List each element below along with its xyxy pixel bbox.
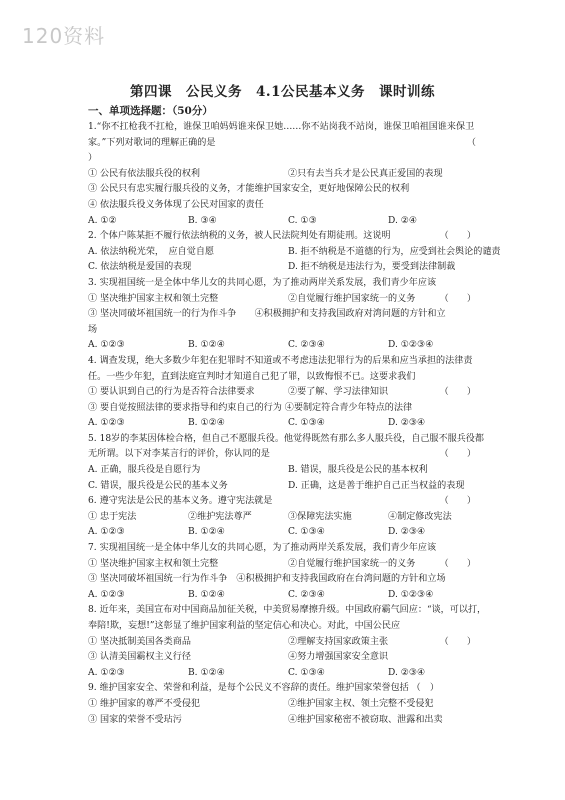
answer-paren: （ ） — [439, 558, 476, 569]
option-item: ① 要认识到自己的行为是否符合法律要求 — [88, 387, 255, 398]
option-item: B. ①②④ — [188, 589, 225, 600]
option-item: B. ①②④ — [188, 527, 225, 538]
question-2 — [88, 229, 501, 276]
question-3 — [88, 276, 488, 354]
option-row — [88, 167, 488, 183]
option-item: ③ 国家的荣誉不受玷污 — [88, 714, 182, 725]
question-stem: 7. 实现祖国统一是全体中华儿女的共同心愿，为了推动两岸关系发展，我们青少年应该 — [88, 543, 437, 554]
option-item: A. 正确，服兵役是自愿行为 — [88, 465, 201, 476]
option-row — [88, 510, 488, 526]
question-stem: 6. 遵守宪法是公民的基本义务。遵守宪法就是 （ ） — [88, 494, 488, 510]
option-item: C. ①③④ — [288, 667, 325, 678]
answer-paren: （ ） — [439, 636, 476, 647]
option-row — [88, 697, 488, 713]
option-item: ① 维护国家的尊严不受侵犯 — [88, 698, 201, 709]
answer-paren: （ ） — [439, 496, 476, 507]
option-item: A. ①②③ — [88, 418, 125, 429]
option-row — [88, 338, 488, 354]
option-row — [88, 713, 488, 729]
answer-paren: （ ） — [439, 449, 476, 460]
option-item: ②维护宪法尊严 — [188, 511, 252, 522]
answer-paren: （ ） — [439, 387, 476, 398]
question-8 — [88, 603, 488, 681]
question-stem: 2. 个体户陈某拒不履行依法纳税的义务，被人民法院判处有期徒刑。这说明 （ ） — [88, 229, 488, 245]
option-row — [88, 323, 488, 339]
option-item: D. 拒不纳税是违法行为，要受到法律制裁 — [288, 262, 456, 273]
watermark: 120资料 — [22, 24, 106, 48]
option-row — [88, 198, 488, 214]
option-item: 场 — [88, 324, 98, 335]
option-row — [88, 463, 488, 479]
option-row — [88, 572, 488, 588]
option-row — [88, 260, 488, 276]
question-stem: 4. 调查发现，绝大多数少年犯在犯罪时不知道或不考虑违法犯罪行为的后果和应当承担的法律责任。一些少年犯，直到法庭宣判时才知道自己犯了罪，以致悔恨不已。这要求我们 — [88, 355, 473, 382]
question-stem: 8. 近年来，美国宣布对中国商品加征关税，中美贸易摩擦升级。中国政府霸气回应：“谈，可以打，奉陪!欺，妄想!”这彰显了维护国家利益的坚定信心和决心。对此，中国公民应 — [88, 605, 487, 631]
option-item: D. ②③④ — [388, 667, 426, 678]
option-item: ① 坚决维护国家主权和领土完整 — [88, 558, 219, 569]
option-item: B. ③④ — [188, 215, 217, 226]
option-item: ① 公民有依法服兵役的权利 — [88, 168, 201, 179]
option-row — [88, 666, 488, 682]
option-row — [88, 245, 501, 261]
option-item: ②自觉履行维护国家统一的义务 — [288, 558, 416, 569]
question-1 — [88, 120, 488, 229]
option-item: B. ①②④ — [188, 340, 225, 351]
option-item: D. ②④ — [388, 215, 418, 226]
page-title: 第四课 公民义务 4.1公民基本义务 课时训练 — [130, 84, 435, 100]
question-stem: 1.“你不扛枪我不扛枪，谁保卫咱妈妈谁来保卫她……你不站岗我不站岗，谁保卫咱祖国谁来保卫家。”下列对歌词的理解正确的是 （ — [88, 120, 488, 151]
option-item: ④ 依法服兵役义务体现了公民对国家的责任 — [88, 199, 264, 210]
option-row — [88, 401, 488, 417]
question-4 — [88, 354, 488, 432]
option-item: A. ①②③ — [88, 589, 125, 600]
option-item: C. 错误，服兵役是公民的基本义务 — [88, 480, 228, 491]
section-heading: 一、单项选择题：（50分） — [88, 105, 213, 117]
option-row — [88, 182, 488, 198]
option-row — [88, 588, 488, 604]
option-item: ③ 认清美国霸权主义行径 — [88, 652, 191, 663]
option-item: D. ②③④ — [388, 418, 426, 429]
option-item: A. ①② — [88, 215, 117, 226]
option-item: C. ①③④ — [288, 418, 325, 429]
option-item: D. ①②③④ — [388, 589, 434, 600]
question-7 — [88, 541, 488, 603]
option-item: ③ 坚决同破坏祖国统一行为作斗争 ④积极拥护和支持我国政府在台湾问题的方针和立场 — [88, 574, 446, 585]
option-item: A. ①②③ — [88, 527, 125, 538]
option-item: ②维护国家主权、领土完整不受侵犯 — [288, 698, 434, 709]
option-row — [88, 214, 488, 230]
option-item: ②自觉履行维护国家统一的义务 — [288, 293, 416, 304]
option-item: D. ②③④ — [388, 527, 426, 538]
question-9 — [88, 681, 488, 728]
option-item: C. 依法纳税是爱国的表现 — [88, 262, 192, 273]
option-row — [88, 416, 488, 432]
option-item: ②要了解、学习法律知识 — [288, 387, 389, 398]
answer-paren: （ — [466, 137, 476, 148]
option-item: B. 错误，服兵役是公民的基本权利 — [288, 465, 428, 476]
option-item: D. 正确，这是善于维护自己正当权益的表现 — [288, 480, 465, 491]
option-item: ②理解支持国家政策主张 — [288, 636, 389, 647]
option-item: ① 坚决抵制美国各类商品 — [88, 636, 191, 647]
option-item: B. 拒不纳税是不道德的行为，应受到社会舆论的谴责 — [288, 246, 501, 257]
option-row — [88, 385, 488, 401]
question-6 — [88, 494, 488, 541]
option-row — [88, 525, 488, 541]
option-item: ④维护国家秘密不被窃取、泄露和出卖 — [288, 714, 443, 725]
option-row — [88, 307, 488, 323]
option-item: B. ①②④ — [188, 418, 225, 429]
option-item: A. ①②③ — [88, 340, 125, 351]
option-row — [88, 557, 488, 573]
question-stem: ） — [88, 153, 98, 164]
option-item: D. ①②③④ — [388, 340, 434, 351]
option-row — [88, 292, 488, 308]
option-item: A. ①②③ — [88, 667, 125, 678]
answer-paren: （ ） — [439, 231, 476, 242]
option-item: ③ 坚决同破坏祖国统一的行为作斗争 ④积极拥护和支持我国政府对湾问题的方针和立 — [88, 309, 446, 320]
option-item: B. ①②④ — [188, 667, 225, 678]
option-row — [88, 479, 488, 495]
option-item: A. 依法纳税光荣， 应自觉自愿 — [88, 246, 215, 257]
question-stem: 3. 实现祖国统一是全体中华儿女的共同心愿，为了推动两岸关系发展，我们青少年应该 — [88, 277, 437, 288]
option-item: C. ①③④ — [288, 527, 325, 538]
option-row — [88, 635, 488, 651]
question-stem: 5. 18岁的李某因体检合格，但自己不愿服兵役。他觉得既然有那么多人服兵役，自己服不服兵役都无所谓。以下对李某言行的评价，你认同的是 （ ） — [88, 432, 488, 463]
option-item: ① 忠于宪法 — [88, 511, 137, 522]
option-item: ③保障宪法实施 — [288, 511, 352, 522]
option-item: ②只有去当兵才是公民真正爱国的表现 — [288, 168, 443, 179]
option-item: C. ②③④ — [288, 340, 325, 351]
option-item: C. ②③④ — [288, 589, 325, 600]
answer-paren: （ ） — [439, 293, 476, 304]
question-5 — [88, 432, 488, 494]
option-item: ④努力增强国家安全意识 — [288, 652, 389, 663]
option-item: C. ①③ — [288, 215, 317, 226]
question-list — [88, 120, 501, 728]
question-stem: 9. 维护国家安全、荣誉和利益，是每个公民义不容辞的责任。维护国家荣誉包括 （ ） — [88, 683, 439, 694]
option-item: ③ 公民只有忠实履行服兵役的义务，才能维护国家安全，更好地保障公民的权利 — [88, 184, 410, 195]
option-item: ① 坚决维护国家主权和领土完整 — [88, 293, 219, 304]
option-item: ③ 要自觉按照法律的要求指导和约束自己的行为 ④要制定符合青少年特点的法律 — [88, 402, 413, 413]
option-item: ④制定修改宪法 — [388, 511, 452, 522]
option-row — [88, 650, 488, 666]
